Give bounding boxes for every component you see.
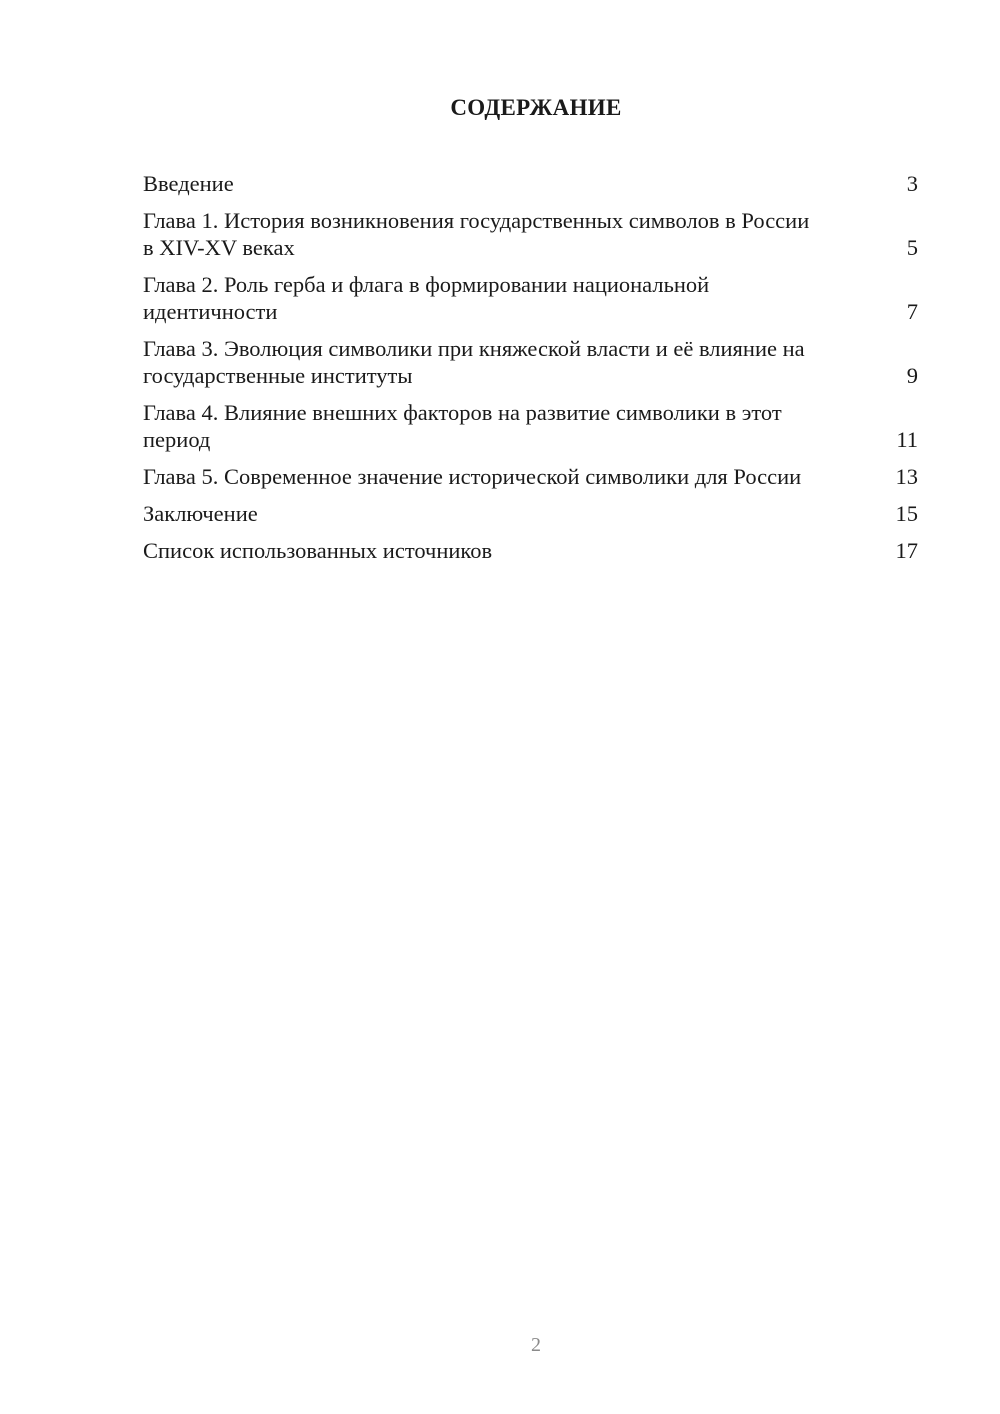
toc-entry-page: 15 (895, 501, 918, 526)
toc-entry-chapter-3 (143, 335, 918, 389)
toc-entry-chapter-2 (143, 271, 918, 325)
toc-entry-text: Заключение (143, 501, 258, 526)
toc-entry-text: Список использованных источников (143, 538, 493, 563)
toc-entry-text: Глава 3. Эволюция символики при княжеской власти и её влияние на государственные институты (143, 336, 805, 388)
toc-entry-text: Глава 1. История возникновения государственных символов в России в XIV-XV веках (143, 208, 810, 260)
toc-entry-text: Глава 5. Современное значение исторической символики для России (143, 464, 802, 489)
toc-entry-page: 17 (895, 538, 918, 563)
page-number: 2 (531, 1334, 541, 1356)
toc-entry-introduction (143, 170, 918, 197)
toc-entry-page: 13 (895, 464, 918, 489)
table-of-contents (143, 170, 918, 574)
toc-entry-references (143, 537, 918, 564)
toc-entry-conclusion (143, 500, 918, 527)
toc-entry-page: 3 (906, 171, 918, 196)
toc-entry-text: Глава 2. Роль герба и флага в формировании национальной идентичности (143, 272, 710, 324)
toc-entry-page: 5 (906, 235, 918, 260)
toc-entry-page: 11 (896, 427, 918, 452)
toc-entry-page: 9 (906, 363, 918, 388)
toc-entry-chapter-4 (143, 399, 918, 453)
toc-entry-chapter-1 (143, 207, 918, 261)
toc-entry-text: Глава 4. Влияние внешних факторов на развитие символики в этот период (143, 400, 782, 452)
toc-entry-chapter-5 (143, 463, 918, 490)
page-title: СОДЕРЖАНИЕ (450, 95, 622, 120)
toc-entry-page: 7 (906, 299, 918, 324)
toc-entry-text: Введение (143, 171, 234, 196)
